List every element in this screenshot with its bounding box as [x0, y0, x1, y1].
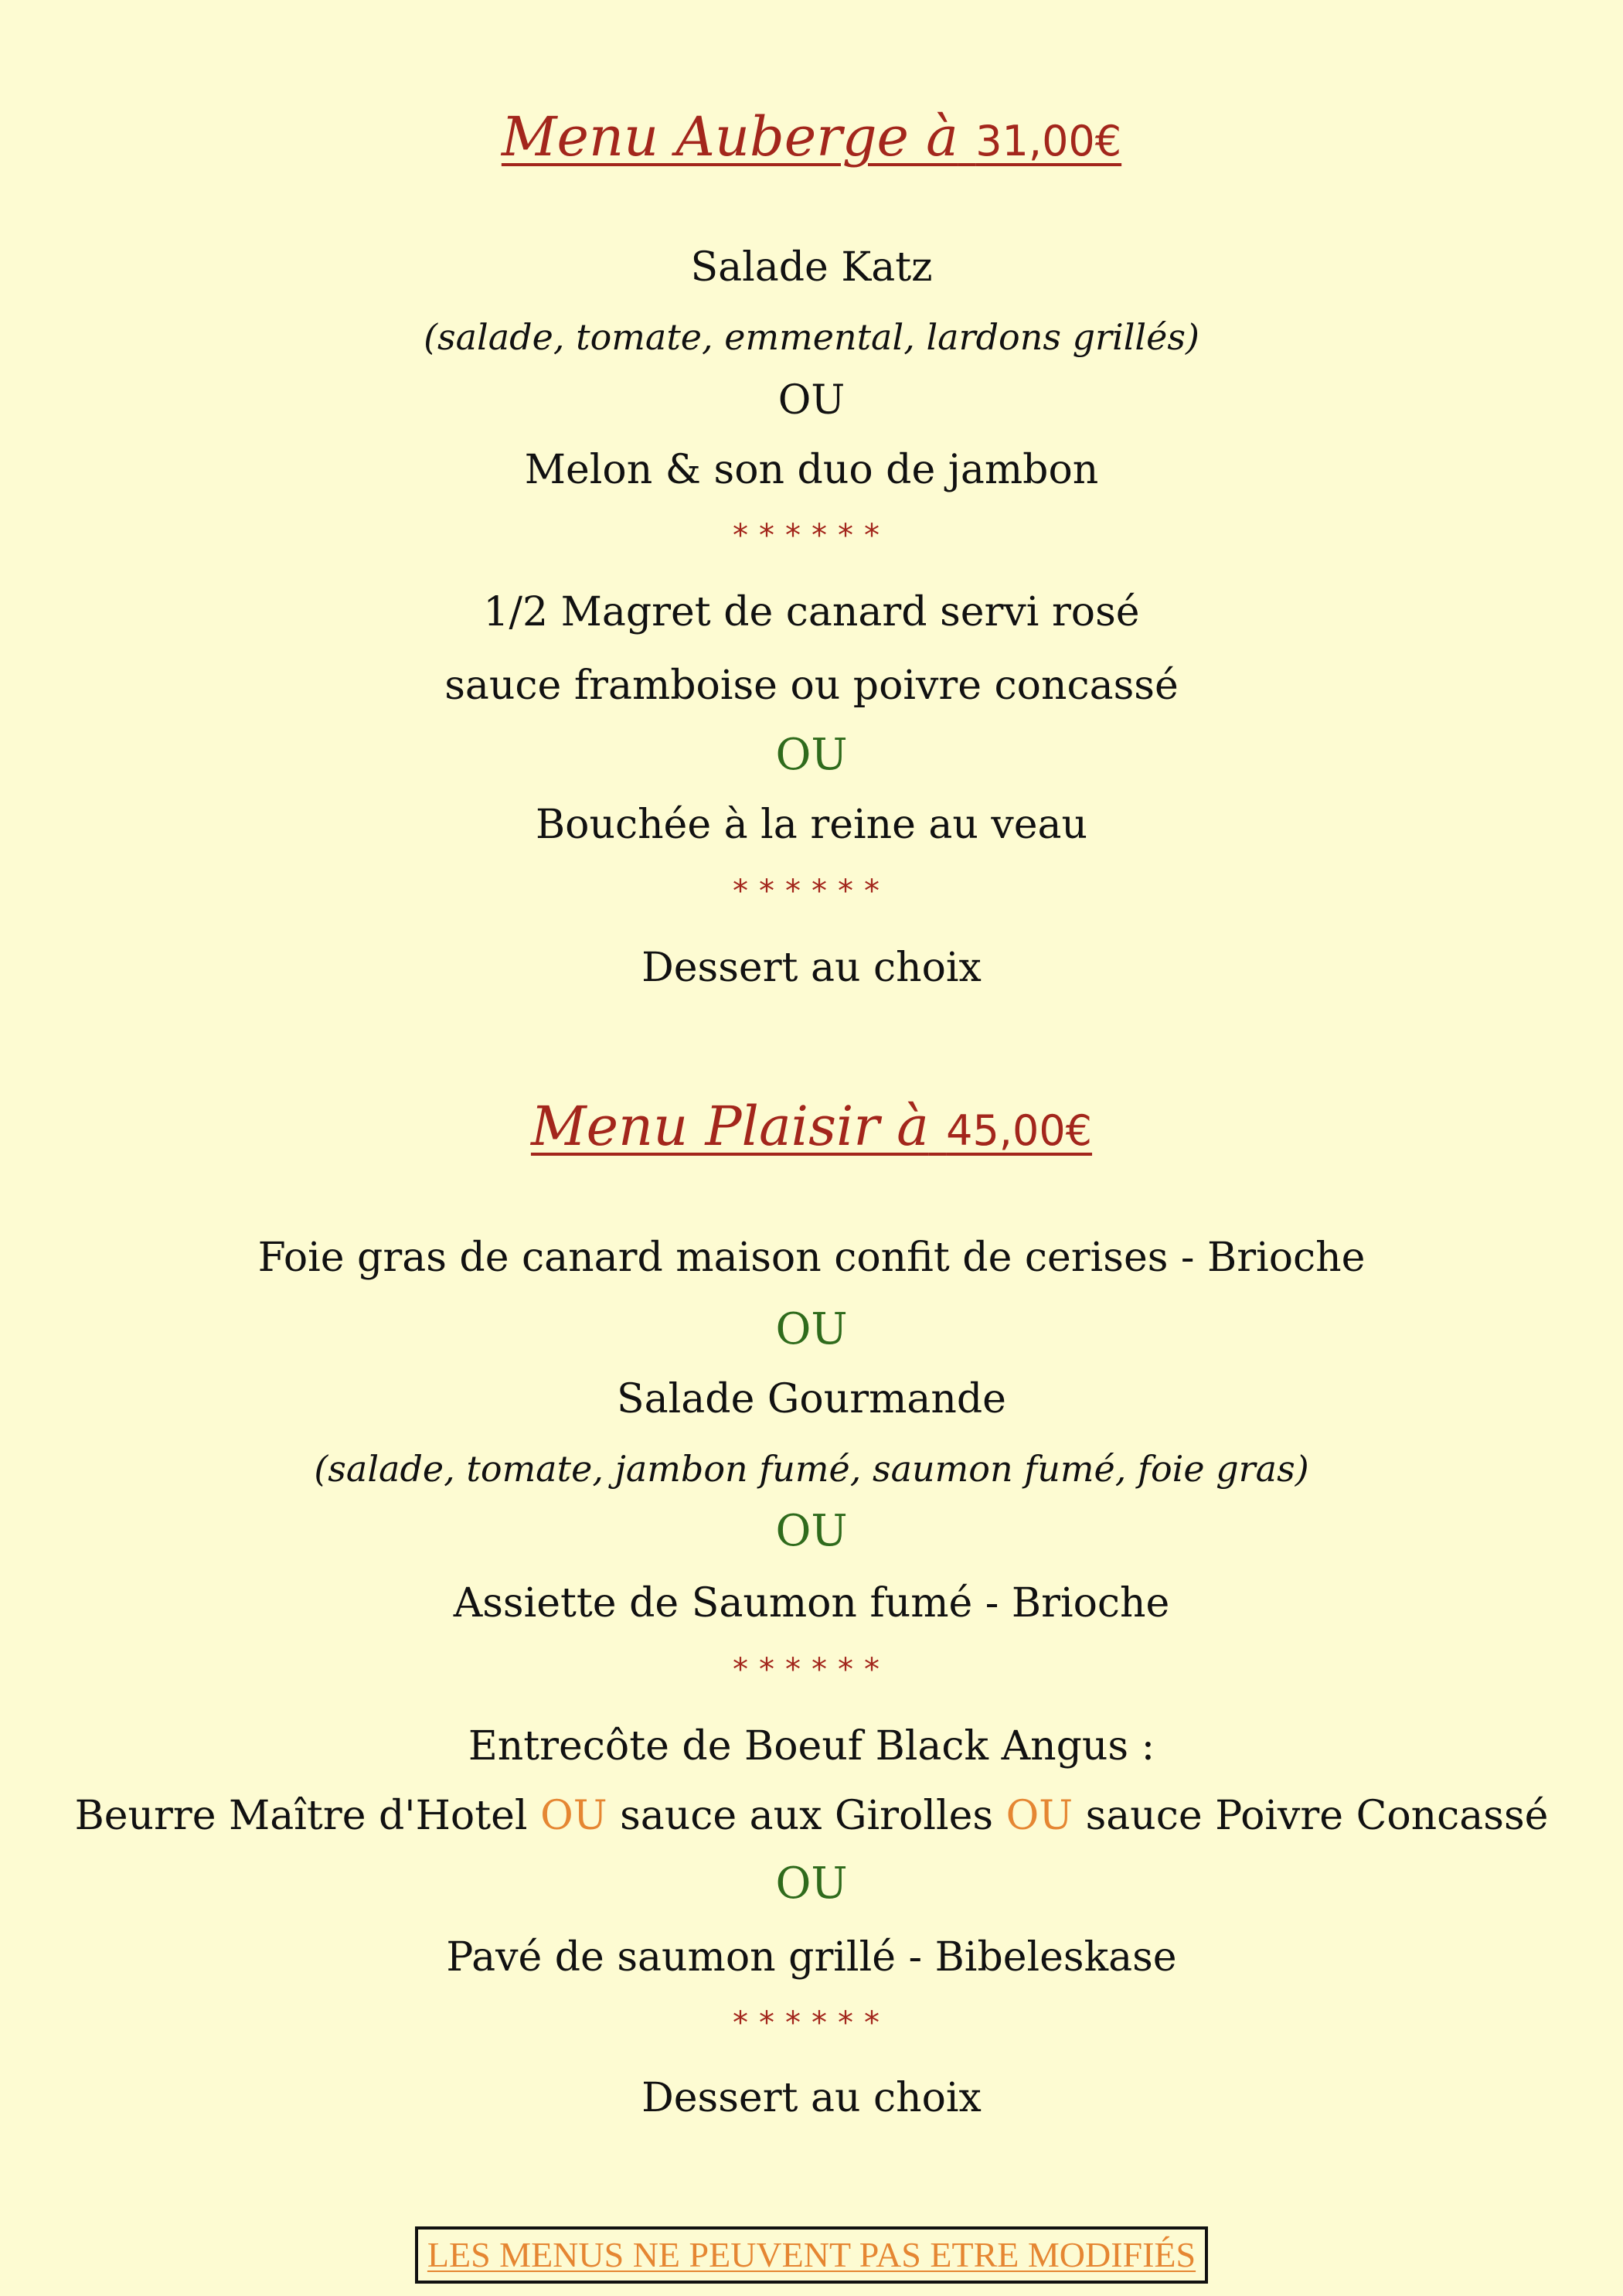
- menu-auberge-title: [0, 102, 1623, 176]
- plaisir-main1-or-b: OU: [1005, 1793, 1073, 1839]
- plaisir-or-2: OU: [775, 1506, 848, 1556]
- auberge-separator-1: ******: [733, 518, 890, 554]
- plaisir-main1-opt1: Beurre Maître d'Hotel: [74, 1793, 528, 1839]
- auberge-main1-line2: sauce framboise ou poivre concassé: [444, 663, 1179, 709]
- plaisir-or-3: OU: [775, 1858, 848, 1909]
- auberge-or-1: OU: [777, 377, 846, 424]
- plaisir-main1-or-a: OU: [540, 1793, 607, 1839]
- plaisir-main1-opt3: sauce Poivre Concassé: [1085, 1793, 1549, 1839]
- plaisir-starter2-desc: (salade, tomate, jambon fumé, saumon fumé, foie gras): [314, 1448, 1309, 1490]
- auberge-starter2-name: Melon & son duo de jambon: [524, 447, 1099, 493]
- menu-auberge-title-text: Menu Auberge à: [501, 105, 958, 169]
- plaisir-starter2-name: Salade Gourmande: [617, 1376, 1006, 1422]
- menu-auberge-price: 31,00€: [975, 117, 1122, 165]
- plaisir-separator-1: ******: [733, 1652, 890, 1688]
- auberge-separator-2: ******: [733, 874, 890, 909]
- auberge-starter1-desc: (salade, tomate, emmental, lardons grillés): [424, 316, 1199, 358]
- plaisir-starter3-name: Assiette de Saumon fumé - Brioche: [453, 1580, 1170, 1627]
- no-modification-notice: LES MENUS NE PEUVENT PAS ETRE MODIFIÉS: [415, 2226, 1208, 2284]
- plaisir-starter1-name: Foie gras de canard maison confit de cerises - Brioche: [257, 1235, 1366, 1281]
- plaisir-main2-name: Pavé de saumon grillé - Bibeleskase: [446, 1934, 1177, 1981]
- plaisir-main1-options: [0, 1789, 1623, 1843]
- plaisir-or-1: OU: [775, 1304, 848, 1354]
- auberge-main1-line1: 1/2 Magret de canard servi rosé: [483, 589, 1140, 635]
- menu-plaisir-price: 45,00€: [946, 1106, 1093, 1155]
- plaisir-dessert: Dessert au choix: [641, 2075, 982, 2121]
- auberge-dessert: Dessert au choix: [641, 945, 982, 991]
- menu-plaisir-title-underlined: [531, 1095, 1092, 1158]
- menu-auberge-title-underlined: [502, 105, 1121, 169]
- menu-plaisir-title: [0, 1092, 1623, 1166]
- auberge-or-2: OU: [775, 730, 848, 780]
- plaisir-main1-line1: Entrecôte de Boeuf Black Angus :: [468, 1723, 1155, 1770]
- menu-plaisir-title-text: Menu Plaisir à: [530, 1095, 929, 1158]
- auberge-starter1-name: Salade Katz: [690, 244, 933, 291]
- plaisir-separator-2: ******: [733, 2005, 890, 2041]
- auberge-main2-name: Bouchée à la reine au veau: [535, 802, 1088, 848]
- notice-wrap: [0, 2226, 1623, 2284]
- plaisir-main1-opt2: sauce aux Girolles: [620, 1793, 994, 1839]
